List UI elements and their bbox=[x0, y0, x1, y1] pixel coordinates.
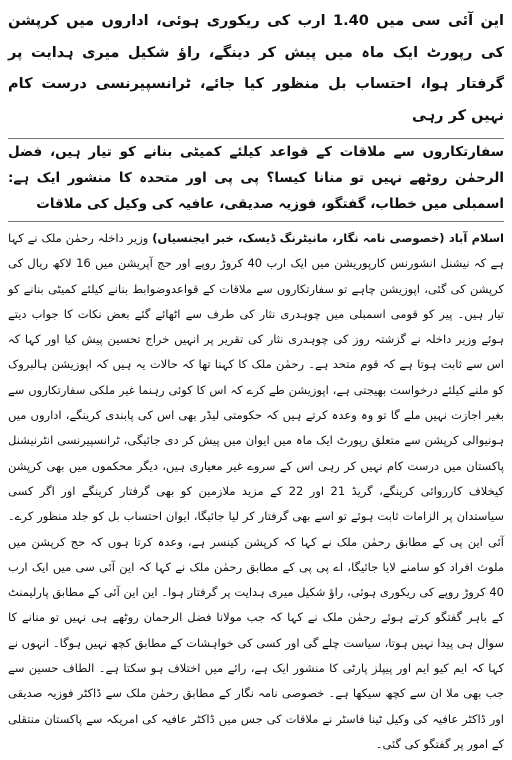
subheadline-divider bbox=[8, 221, 504, 222]
headline: این آئی سی میں 1.40 ارب کی ریکوری ہوئی، اداروں میں کرپشن کی رپورٹ ایک ماہ میں پیش کر دینگے، راؤ شکیل میری ہدایت پر گرفتار ہوا، احتساب بل منظور کیا جائے، ٹرانسپیرنسی درست کام نہیں کر رہی bbox=[8, 13, 504, 124]
dateline: اسلام آباد (خصوصی نامہ نگار، مانیٹرنگ ڈیسک، خبر ایجنسیاں) bbox=[152, 231, 504, 245]
article-body bbox=[8, 226, 504, 757]
article-body-text: وزیر داخلہ رحمٰن ملک نے کہا ہے کہ نیشنل انشورنس کارپوریشن میں ایک ارب 40 کروڑ روپے اور حج آپریشن میں 16 لاکھ ریال کی کرپشن کی گئی، اپوزیشن چاہے تو سفارتکاروں سے ملاقات کے قواعدوضوابط بنانے کیلئے کمیٹی بنانے کو تیار ہیں۔ پیر کو قومی اسمبلی میں چوہدری نثار کی طرف سے اٹھائے گئے بعض نکات کا جواب دیتے ہوئے وزیر داخلہ نے گزشتہ روز کی چوہدری نثار کی تقریر پر انہیں خراج تحسین پیش کیا اور کہا کہ اس سے ثابت ہوتا ہے کہ قوم متحد ہے۔ رحمٰن ملک کا کہنا تھا کہ حالات یہ ہیں کہ اپوزیشن ہالبروک کو ملنے کیلئے درخواست بھیجتی ہے، اپوزیشن طے کرے کہ اس کا کوئی رہنما غیر ملکی سفارتکاروں سے بغیر اجازت نہیں ملے گا تو وہ وعدہ کرتے ہیں کہ حکومتی لیڈر بھی اس کی پابندی کرینگے، اداروں میں ہونیوالی کرپشن سے متعلق رپورٹ ایک ماہ میں ایوان میں پیش کر دی جائیگی، ٹرانسپیرنسی انٹرنیشنل پاکستان میں درست کام نہیں کر رہی اس کے سروے غیر معیاری ہیں، دیگر محکموں میں بھی کرپشن کیخلاف کارروائی کرینگے، گریڈ 21 اور 22 کے مزید ملازمین کو بھی گرفتار کرینگے اور اگر کسی سیاستدان پر الزامات ثابت ہوئے تو اسے بھی گرفتار کر لیا جائیگا، ایوان احتساب بل کو جلد منظور کرے۔ آئی این پی کے مطابق رحمٰن ملک نے کہا کہ کرپشن کینسر ہے، وعدہ کرتا ہوں کہ حج کرپشن میں ملوث افراد کو سامنے لایا جائیگا، اے پی پی کے مطابق رحمٰن ملک نے کہا کہ این آئی سی میں ایک ارب 40 کروڑ روپے کی ریکوری ہوئی، راؤ شکیل میری ہدایت پر گرفتار ہوا۔ این این آئی کے مطابق پارلیمنٹ کے باہر گفتگو کرتے ہوئے رحمٰن ملک نے کہا کہ جب مولانا فضل الرحمان روٹھے ہی نہیں تو منانے کا سوال ہی پیدا نہیں ہوتا، سیاست چلے گی اور کسی کی خواہشات کے مطابق کچھ نہیں ہوگا۔ انہوں نے کہا کہ ایم کیو ایم اور پیپلز پارٹی کا منشور ایک ہے، رائے میں اختلاف ہو سکتا ہے۔ الطاف حسین سے جب بھی ملا ان سے کچھ سیکھا ہے۔ خصوصی نامہ نگار کے مطابق رحمٰن ملک سے ڈاکٹر فوزیہ صدیقی اور ڈاکٹر عافیہ کی وکیل ٹینا فاسٹر نے ملاقات کی جس میں ڈاکٹر عافیہ کی امریکہ سے پاکستان منتقلی کے امور پر گفتگو کی گئی۔ bbox=[8, 231, 504, 751]
subheadline: سفارتکاروں سے ملاقات کے قواعد کیلئے کمیٹی بنانے کو تیار ہیں، فضل الرحمٰن روٹھے نہیں تو منانا کیسا؟ پی پی اور متحدہ کا منشور ایک ہے: اسمبلی میں خطاب، گفتگو، فوزیہ صدیقی، عافیہ کی وکیل کی ملاقات bbox=[8, 144, 504, 212]
